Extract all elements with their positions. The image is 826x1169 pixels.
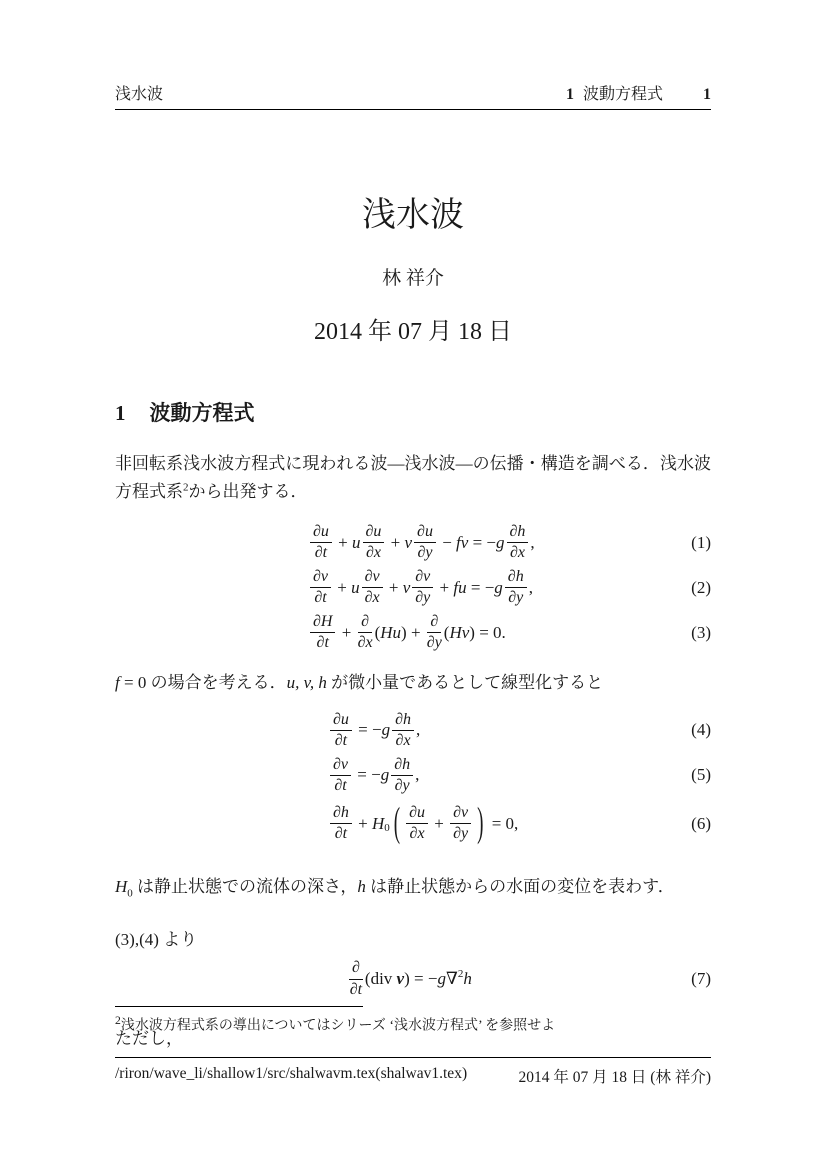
math-upright: + (435, 577, 454, 597)
fraction-denominator: ∂y (417, 544, 433, 562)
equation-2 (308, 565, 711, 610)
fraction-denominator: ∂y (453, 825, 469, 843)
footer-file-path: /riron/wave_li/shallow1/src/shalwavm.tex(shalwav1.tex) (115, 1065, 468, 1082)
math-upright: ) + (401, 622, 425, 642)
equation-4 (328, 708, 711, 753)
page-footer (115, 1057, 711, 1087)
math-upright: − (437, 532, 457, 552)
equation-5 (328, 753, 711, 798)
math-italic: h (357, 876, 366, 896)
equation-4-content (328, 711, 420, 751)
fraction-denominator: ∂x (409, 825, 425, 843)
fraction-numerator: ∂v (412, 568, 433, 588)
math-upright: ) = 0. (469, 622, 506, 642)
equation-block-2 (115, 708, 711, 850)
math-upright: = − (353, 765, 381, 785)
math-fraction (330, 711, 352, 751)
equation-7 (347, 957, 711, 1002)
paragraph-intro (115, 450, 711, 505)
math-italic: H (372, 813, 385, 833)
paragraph-h0 (115, 873, 711, 903)
equation-4-number: (4) (691, 720, 711, 740)
math-fraction (310, 568, 331, 608)
math-fraction (392, 711, 414, 751)
superscript: 2 (457, 967, 464, 980)
fraction-denominator: ∂t (334, 731, 348, 749)
fraction-numerator: ∂u (414, 523, 436, 543)
equation-2-number: (2) (691, 577, 711, 597)
equation-1-content (308, 523, 535, 563)
document-title: 浅水波 (362, 196, 464, 234)
math-italic: g (496, 532, 505, 552)
math-upright: ( (374, 622, 381, 642)
math-italic: fu (453, 577, 467, 597)
math-fraction (450, 804, 471, 844)
text-run: が微小量であるとして線型化すると (326, 673, 604, 693)
paragraph-from-3-4 (115, 926, 711, 954)
math-upright: = − (353, 720, 382, 740)
math-upright: , (416, 720, 421, 740)
math-fraction (391, 756, 413, 796)
equation-5-content (328, 756, 419, 796)
page-content (115, 0, 711, 1052)
fraction-denominator: ∂t (314, 544, 328, 562)
math-italic: h (463, 969, 472, 989)
header-page-number: 1 (703, 86, 711, 103)
equation-6 (328, 798, 711, 850)
math-italic: g (380, 765, 390, 785)
equation-2-content (308, 568, 533, 608)
fraction-denominator: ∂x (357, 634, 373, 652)
header-right (566, 86, 711, 104)
text-run: 浅水波方程式系の導出についてはシリーズ ‘浅水波方程式’ を参照せよ (120, 1018, 556, 1034)
math-fraction (358, 613, 373, 653)
math-italic: f (115, 673, 120, 693)
fraction-numerator: ∂u (363, 523, 385, 543)
math-fraction (505, 568, 527, 608)
big-paren-icon: ) (477, 801, 484, 847)
fraction-numerator: ∂h (392, 711, 414, 731)
equation-7-content (347, 959, 472, 999)
math-upright: , (528, 577, 533, 597)
math-fraction (427, 613, 442, 653)
equation-3 (308, 610, 711, 655)
math-upright: + (333, 532, 352, 552)
paragraph-linearize (115, 669, 711, 697)
equation-1 (308, 520, 711, 565)
math-upright: + (384, 577, 403, 597)
text-run: の場合を考える． (146, 673, 287, 693)
fraction-denominator: ∂x (395, 731, 411, 749)
text-run: 非回転系浅水波方程式に現われる波—浅水波—の伝播・構造を調べる．浅水波方程式系 (115, 454, 711, 501)
math-italic: Hv (449, 622, 470, 642)
math-upright: ) = − (404, 969, 438, 989)
text-run: は静止状態からの水面の変位を表わす． (365, 876, 675, 896)
fraction-denominator: ∂y (394, 776, 410, 794)
math-fraction (362, 568, 383, 608)
footer-rule (115, 1057, 711, 1058)
math-upright: , (415, 765, 420, 785)
math-fraction (330, 756, 351, 796)
math-italic: v (404, 532, 413, 552)
math-fraction (507, 523, 529, 563)
fraction-denominator: ∂t (316, 634, 329, 652)
math-italic: g (381, 720, 391, 740)
math-fraction (310, 523, 332, 563)
math-upright: ∇ (445, 969, 458, 989)
math-italic: u (352, 532, 361, 552)
equation-3-content (308, 613, 506, 653)
section-number: 1 (115, 401, 126, 426)
equation-5-number: (5) (691, 765, 711, 785)
fraction-denominator: ∂y (508, 589, 524, 607)
math-fraction (310, 613, 335, 653)
author-name: 林 祥介 (382, 268, 444, 290)
section-title: 波動方程式 (149, 402, 255, 426)
math-italic: u (351, 577, 360, 597)
big-paren-icon: ( (393, 801, 401, 847)
fraction-denominator: ∂x (365, 544, 381, 562)
text-run: は静止状態での流体の深さ， (132, 876, 358, 896)
math-italic: fv (456, 532, 469, 552)
math-upright: ( (443, 622, 450, 642)
equation-1-number: (1) (691, 532, 711, 552)
math-upright: (3),(4) (115, 930, 159, 950)
fraction-denominator: ∂x (364, 589, 380, 607)
fraction-numerator: ∂ (358, 613, 372, 633)
math-italic: Hu (380, 622, 402, 642)
fraction-denominator: ∂t (334, 825, 348, 843)
fraction-numerator: ∂h (507, 523, 529, 543)
header-doc-title: 浅水波 (115, 86, 164, 103)
fraction-denominator: ∂x (509, 544, 525, 562)
math-fraction (412, 568, 433, 608)
fraction-numerator: ∂u (330, 711, 352, 731)
math-upright: = 0, (487, 813, 519, 833)
math-upright: = − (468, 532, 497, 552)
header-section-title: 波動方程式 (582, 86, 663, 103)
fraction-numerator: ∂v (330, 756, 351, 776)
subscript: 0 (384, 822, 390, 835)
math-fraction (406, 804, 428, 844)
math-upright: , (530, 532, 535, 552)
footer-date: 2014 年 07 月 18 日 (林 祥介) (518, 1069, 711, 1086)
math-italic: v (402, 577, 411, 597)
fraction-numerator: ∂u (406, 804, 428, 824)
equation-3-number: (3) (691, 622, 711, 642)
fraction-numerator: ∂u (310, 523, 332, 543)
fraction-denominator: ∂t (314, 589, 327, 607)
running-header (115, 0, 711, 104)
fraction-numerator: ∂v (362, 568, 383, 588)
math-fraction (414, 523, 436, 563)
subscript: 0 (127, 887, 133, 900)
fraction-numerator: ∂h (505, 568, 527, 588)
fraction-denominator: ∂y (415, 589, 431, 607)
header-rule (115, 109, 711, 110)
text-run: より (158, 930, 198, 950)
fraction-numerator: ∂ (427, 613, 441, 633)
fraction-numerator: ∂H (310, 613, 335, 633)
fraction-numerator: ∂h (391, 756, 413, 776)
equation-6-content (328, 801, 519, 847)
math-italic: H (115, 876, 128, 896)
math-upright: + (386, 532, 405, 552)
math-italic: u, v, h (286, 673, 327, 693)
math-upright: = 0 (119, 673, 147, 693)
math-bold-vector: v (396, 969, 405, 989)
header-section-number: 1 (565, 86, 574, 103)
superscript: 2 (115, 1014, 121, 1027)
fraction-numerator: ∂v (450, 804, 471, 824)
fraction-denominator: ∂t (349, 980, 363, 998)
math-fraction (363, 523, 385, 563)
math-italic: g (494, 577, 503, 597)
text-run: ただし， (115, 1028, 183, 1048)
equation-6-number: (6) (691, 813, 711, 833)
superscript: 2 (183, 481, 189, 494)
footnote-text (115, 1013, 711, 1036)
math-upright: + (430, 813, 449, 833)
fraction-denominator: ∂t (334, 776, 347, 794)
math-upright: + (333, 577, 352, 597)
math-fraction (349, 959, 363, 999)
equation-block-3 (115, 957, 711, 1002)
footnote-area (115, 1006, 711, 1036)
section-heading (115, 397, 711, 427)
fraction-numerator: ∂v (310, 568, 331, 588)
equation-block-1 (115, 520, 711, 655)
fraction-denominator: ∂y (426, 634, 442, 652)
math-fraction (330, 804, 352, 844)
document-date: 2014 年 07 月 18 日 (314, 319, 512, 346)
math-upright: + (337, 622, 356, 642)
fraction-numerator: ∂ (349, 959, 363, 979)
footnote-rule (115, 1006, 363, 1007)
math-upright: (div (364, 969, 397, 989)
math-upright: + (353, 813, 372, 833)
math-upright: = − (466, 577, 495, 597)
equation-7-number: (7) (691, 969, 711, 989)
math-italic: g (437, 969, 446, 989)
footer-row (115, 1065, 711, 1087)
text-run: から出発する． (188, 481, 308, 501)
fraction-numerator: ∂h (330, 804, 352, 824)
